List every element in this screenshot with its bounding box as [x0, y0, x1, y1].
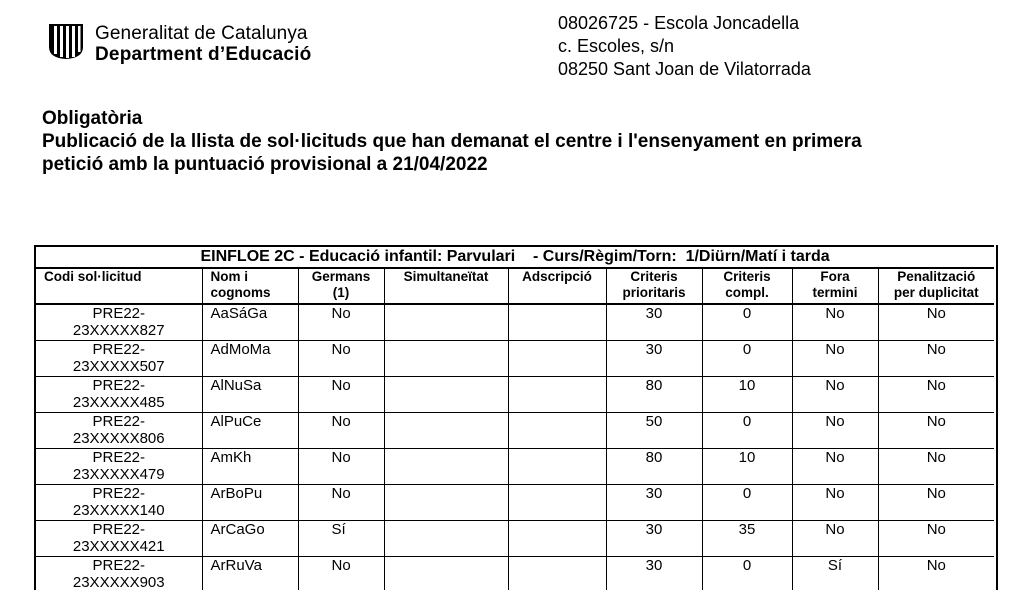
cell-name: AmKh [202, 449, 298, 485]
document-title [42, 107, 1002, 176]
cell-compl: 0 [702, 341, 792, 377]
cell-code: PRE22- 23XXXXX827 [36, 304, 202, 341]
cell-simultaneitat [384, 341, 508, 377]
school-line-1: 08026725 - Escola Joncadella [558, 13, 800, 33]
cell-fora: Sí [792, 557, 878, 590]
cell-simultaneitat [384, 449, 508, 485]
table-row [36, 449, 994, 485]
column-header: Simultaneïtat [384, 268, 508, 304]
cell-penal: No [878, 449, 994, 485]
cell-fora: No [792, 485, 878, 521]
cell-adscripcio [508, 413, 606, 449]
cell-fora: No [792, 449, 878, 485]
cell-adscripcio [508, 304, 606, 341]
table-row [36, 377, 994, 413]
cell-penal: No [878, 557, 994, 590]
cell-adscripcio [508, 557, 606, 590]
column-header: Nom i cognoms [202, 268, 298, 304]
column-header: Adscripció [508, 268, 606, 304]
cell-compl: 35 [702, 521, 792, 557]
cell-germans: No [298, 413, 384, 449]
column-header: Fora termini [792, 268, 878, 304]
cell-germans: No [298, 304, 384, 341]
cell-name: AlNuSa [202, 377, 298, 413]
cell-name: AdMoMa [202, 341, 298, 377]
cell-compl: 0 [702, 485, 792, 521]
cell-germans: Sí [298, 521, 384, 557]
cell-code: PRE22- 23XXXXX140 [36, 485, 202, 521]
cell-prioritaris: 80 [606, 377, 702, 413]
cell-code: PRE22- 23XXXXX903 [36, 557, 202, 590]
cell-name: ArBoPu [202, 485, 298, 521]
cell-name: ArCaGo [202, 521, 298, 557]
cell-prioritaris: 30 [606, 557, 702, 590]
cell-compl: 10 [702, 449, 792, 485]
cell-prioritaris: 80 [606, 449, 702, 485]
cell-simultaneitat [384, 521, 508, 557]
column-header: Germans (1) [298, 268, 384, 304]
org-line-2: Department d’Educació [95, 44, 312, 65]
cell-prioritaris: 30 [606, 304, 702, 341]
cell-germans: No [298, 557, 384, 590]
cell-code: PRE22- 23XXXXX421 [36, 521, 202, 557]
column-header: Penalització per duplicitat [878, 268, 994, 304]
cell-name: ArRuVa [202, 557, 298, 590]
cell-fora: No [792, 377, 878, 413]
cell-compl: 0 [702, 413, 792, 449]
cell-simultaneitat [384, 557, 508, 590]
school-address [558, 12, 811, 81]
school-line-3: 08250 Sant Joan de Vilatorrada [558, 59, 811, 79]
org-line-1: Generalitat de Catalunya [95, 23, 308, 44]
cell-prioritaris: 30 [606, 521, 702, 557]
cell-code: PRE22- 23XXXXX806 [36, 413, 202, 449]
cell-simultaneitat [384, 304, 508, 341]
cell-fora: No [792, 413, 878, 449]
table-row [36, 557, 994, 590]
cell-fora: No [792, 521, 878, 557]
generalitat-logo-icon [46, 22, 86, 65]
cell-prioritaris: 30 [606, 485, 702, 521]
applications-table [34, 245, 998, 590]
cell-penal: No [878, 413, 994, 449]
table-row [36, 341, 994, 377]
cell-penal: No [878, 485, 994, 521]
cell-simultaneitat [384, 485, 508, 521]
cell-simultaneitat [384, 377, 508, 413]
column-header: Criteris prioritaris [606, 268, 702, 304]
column-header-row [36, 268, 994, 304]
cell-adscripcio [508, 521, 606, 557]
cell-germans: No [298, 449, 384, 485]
cell-code: PRE22- 23XXXXX479 [36, 449, 202, 485]
table-row [36, 304, 994, 341]
table-row [36, 485, 994, 521]
cell-penal: No [878, 341, 994, 377]
cell-prioritaris: 50 [606, 413, 702, 449]
cell-fora: No [792, 304, 878, 341]
cell-germans: No [298, 341, 384, 377]
title-line-3: petició amb la puntuació provisional a 21/04/2022 [42, 154, 488, 175]
cell-adscripcio [508, 341, 606, 377]
cell-adscripcio [508, 449, 606, 485]
cell-name: AlPuCe [202, 413, 298, 449]
cell-penal: No [878, 377, 994, 413]
cell-compl: 0 [702, 557, 792, 590]
cell-prioritaris: 30 [606, 341, 702, 377]
cell-compl: 0 [702, 304, 792, 341]
column-header: Codi sol·licitud [36, 268, 202, 304]
cell-germans: No [298, 377, 384, 413]
course-title: EINFLOE 2C - Educació infantil: Parvulari - Curs/Règim/Torn: 1/Diürn/Matí i tarda [36, 246, 994, 268]
cell-adscripcio [508, 377, 606, 413]
title-line-2: Publicació de la llista de sol·licituds que han demanat el centre i l'ensenyament en primera [42, 131, 862, 152]
title-line-1: Obligatòria [42, 108, 143, 129]
column-header: Criteris compl. [702, 268, 792, 304]
cell-germans: No [298, 485, 384, 521]
cell-fora: No [792, 341, 878, 377]
cell-penal: No [878, 304, 994, 341]
cell-compl: 10 [702, 377, 792, 413]
table-row [36, 521, 994, 557]
school-line-2: c. Escoles, s/n [558, 36, 675, 56]
organization-name [95, 23, 311, 65]
cell-name: AaSáGa [202, 304, 298, 341]
cell-code: PRE22- 23XXXXX507 [36, 341, 202, 377]
cell-simultaneitat [384, 413, 508, 449]
cell-adscripcio [508, 485, 606, 521]
table-row [36, 413, 994, 449]
cell-code: PRE22- 23XXXXX485 [36, 377, 202, 413]
cell-penal: No [878, 521, 994, 557]
course-header-row [36, 246, 994, 268]
